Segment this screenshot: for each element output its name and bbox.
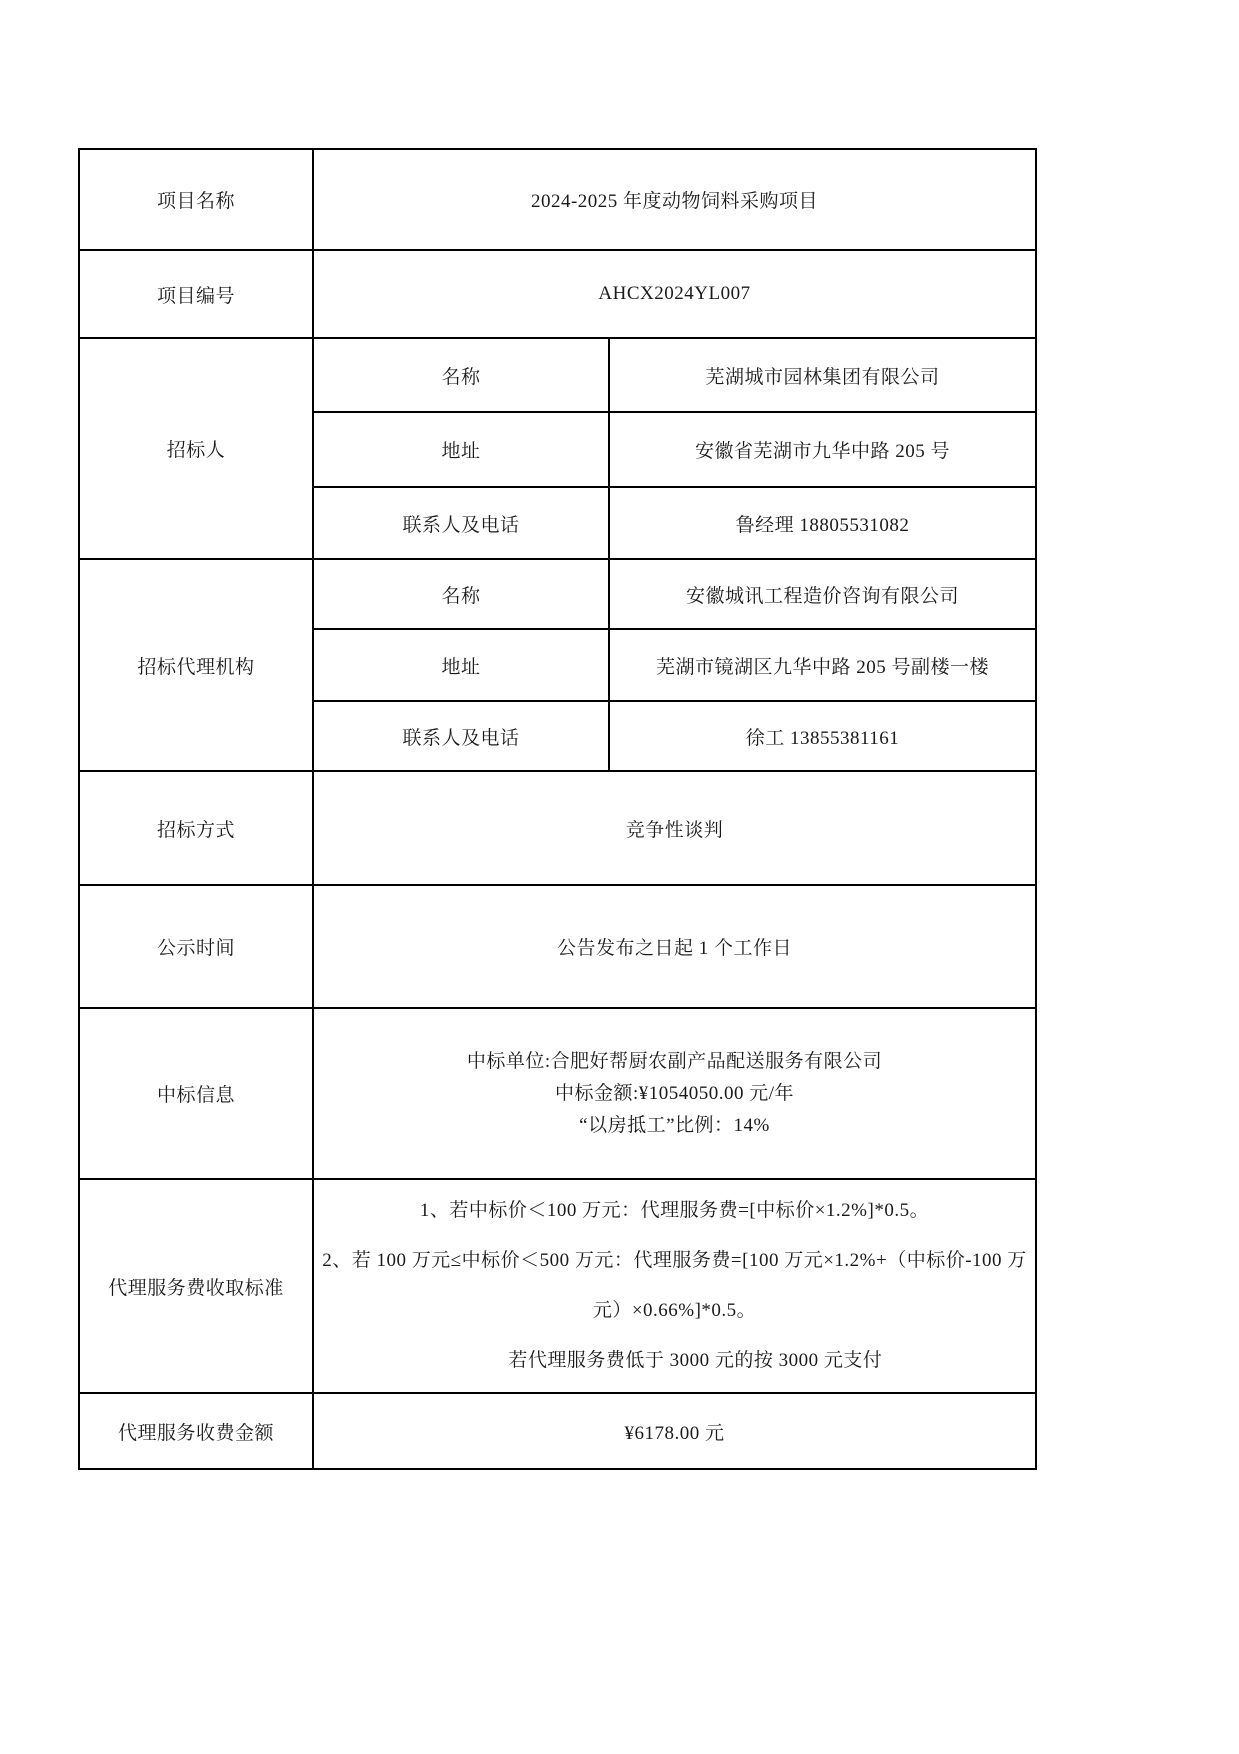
tender-info-table	[78, 148, 1037, 1470]
row-project-number	[79, 250, 1036, 338]
row-award-info	[79, 1008, 1036, 1179]
award-info-content	[313, 1008, 1036, 1179]
agency-fee-amount-label: 代理服务收费金额	[79, 1393, 313, 1469]
fee-standard-rule-2: 2、若 100 万元≤中标价＜500 万元：代理服务费=[100 万元×1.2%+（中标价-100 万元）×0.66%]*0.5。	[322, 1250, 1027, 1321]
tenderer-contact-label: 联系人及电话	[313, 487, 609, 559]
row-tender-method	[79, 771, 1036, 885]
row-project-name	[79, 149, 1036, 250]
row-agency-name	[79, 559, 1036, 629]
tenderer-address-label: 地址	[313, 412, 609, 487]
agency-address-value: 芜湖市镜湖区九华中路 205 号副楼一楼	[609, 629, 1036, 701]
award-info-line-winner: 中标单位:合肥好帮厨农副产品配送服务有限公司	[466, 1050, 883, 1072]
agency-address-label: 地址	[313, 629, 609, 701]
agency-name-label: 名称	[313, 559, 609, 629]
award-info-label: 中标信息	[79, 1008, 313, 1179]
project-number-value: AHCX2024YL007	[313, 250, 1036, 338]
award-info-line-amount: 中标金额:¥1054050.00 元/年	[554, 1082, 795, 1104]
tenderer-contact-value: 鲁经理 18805531082	[609, 487, 1036, 559]
fee-standard-minimum: 若代理服务费低于 3000 元的按 3000 元支付	[508, 1350, 883, 1371]
tender-method-value: 竞争性谈判	[313, 771, 1036, 885]
project-name-value: 2024-2025 年度动物饲料采购项目	[313, 149, 1036, 250]
agency-fee-standard-label: 代理服务费收取标准	[79, 1179, 313, 1393]
agency-fee-standard-content	[313, 1179, 1036, 1393]
agency-label: 招标代理机构	[79, 559, 313, 771]
tenderer-address-value: 安徽省芜湖市九华中路 205 号	[609, 412, 1036, 487]
agency-contact-label: 联系人及电话	[313, 701, 609, 771]
publicity-period-value: 公告发布之日起 1 个工作日	[313, 885, 1036, 1008]
agency-name-value: 安徽城讯工程造价咨询有限公司	[609, 559, 1036, 629]
agency-contact-value: 徐工 13855381161	[609, 701, 1036, 771]
award-info-line-ratio: “以房抵工”比例：14%	[579, 1114, 770, 1136]
row-agency-fee-amount	[79, 1393, 1036, 1469]
publicity-period-label: 公示时间	[79, 885, 313, 1008]
tenderer-name-value: 芜湖城市园林集团有限公司	[609, 338, 1036, 412]
row-agency-fee-standard	[79, 1179, 1036, 1393]
row-publicity-period	[79, 885, 1036, 1008]
tender-method-label: 招标方式	[79, 771, 313, 885]
fee-standard-rule-1: 1、若中标价＜100 万元：代理服务费=[中标价×1.2%]*0.5。	[419, 1200, 930, 1221]
row-tenderer-name	[79, 338, 1036, 412]
tenderer-label: 招标人	[79, 338, 313, 559]
tenderer-name-label: 名称	[313, 338, 609, 412]
project-number-label: 项目编号	[79, 250, 313, 338]
agency-fee-amount-value: ¥6178.00 元	[313, 1393, 1036, 1469]
project-name-label: 项目名称	[79, 149, 313, 250]
